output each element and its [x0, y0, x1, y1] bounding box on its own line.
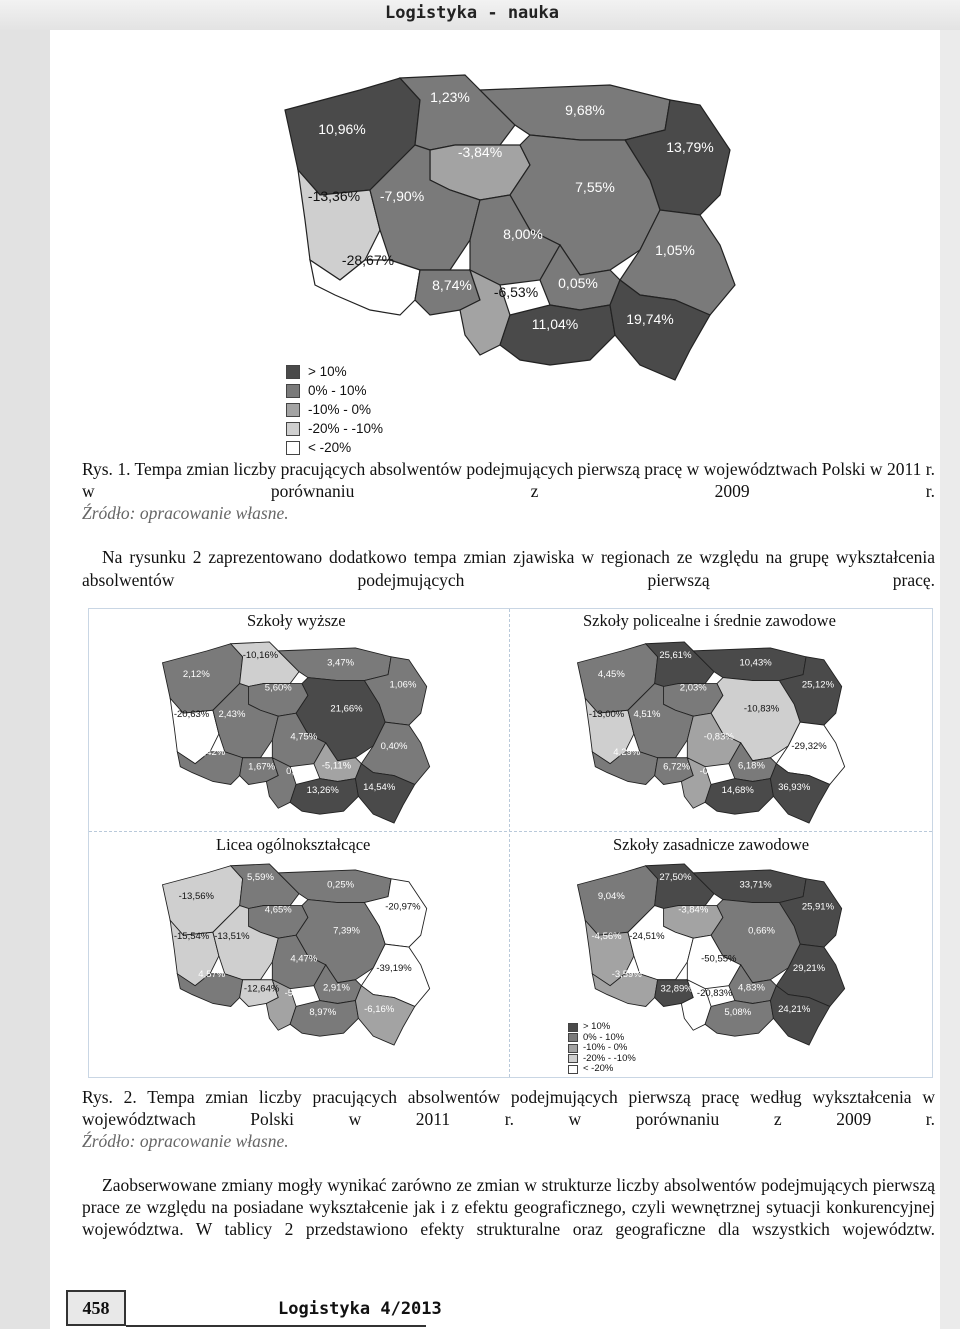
region-malopolskie	[290, 1001, 358, 1037]
panel-divider	[89, 831, 932, 833]
legend-swatch	[568, 1044, 578, 1053]
map-label: 25,91%	[801, 901, 835, 913]
paragraph-1: Na rysunku 2 zaprezentowano dodatkowo tempa zmian zjawiska w regionach ze względu na grupę wykształcenia absolwentów podejmujących pierwszą pracę.	[82, 547, 935, 590]
map-label: -12,64%	[243, 983, 280, 995]
map-label: -10,83%	[743, 703, 780, 715]
map-label: 4,29%	[613, 746, 641, 758]
map-label: 29,21%	[792, 962, 826, 974]
map-label: 3,47%	[327, 657, 355, 669]
map-label: -10,16%	[242, 650, 279, 661]
figure2-panel-grid	[88, 608, 933, 1078]
map-label: 4,75%	[290, 731, 318, 743]
map-label: 4,47%	[290, 953, 318, 965]
map-label: 4,57%	[198, 968, 226, 980]
map-label: 5,08%	[724, 1006, 752, 1018]
map-label: 0,40%	[380, 740, 408, 752]
map-label: -15,54%	[173, 930, 210, 942]
map-label: 25,61%	[659, 650, 692, 661]
legend-swatch	[286, 403, 300, 417]
mini-map-licea	[157, 861, 447, 1051]
map-label: -13,56%	[178, 891, 215, 902]
map-label: 24,21%	[778, 1003, 811, 1015]
map-label: -5,46%	[284, 987, 315, 999]
map-label: -0,47%	[699, 765, 730, 777]
map-label: 7,55%	[575, 179, 615, 195]
legend-swatch	[568, 1033, 578, 1042]
map-label: -39,19%	[376, 962, 412, 974]
map-label: 6,18%	[737, 760, 765, 772]
map-label: -3,59%	[611, 968, 642, 980]
map-label: 13,26%	[306, 784, 339, 796]
journal-issue: Logistyka 4/2013	[278, 1299, 442, 1319]
map-label: 1,23%	[430, 89, 470, 105]
map-label: 19,74%	[626, 311, 674, 327]
figure2-caption: Rys. 2. Tempa zmian liczby pracujących absolwentów podejmujących pierwszą pracę według wykształcenia w województwach Polski w 2011 r. w porównaniu z 2009 r.	[82, 1087, 935, 1129]
paragraph-2: Zaobserwowane zmiany mogły wynikać zarówno ze zmian w strukturze liczby absolwentów podejmujących pierwszą prace ze względu na posiadane wykształcenie jak i z efektu geograficznego, czyli wewnętrznej sytuacji konkurencyjnej województwa. W tablicy 2 przedstawiono efekty strukturalne oraz geograficzne dla wszystkich województw.	[82, 1175, 935, 1239]
mini-map-szkoly-wyzsze	[157, 639, 447, 829]
panel-title-policealne: Szkoły policealne i średnie zawodowe	[583, 611, 836, 630]
map-label: 33,71%	[739, 879, 772, 891]
map-label: 21,66%	[330, 703, 363, 715]
region-malopolskie	[705, 779, 773, 815]
legend-item: -20% - -10%	[568, 1054, 636, 1065]
map-label: 4,45%	[597, 669, 625, 680]
legend-swatch	[286, 365, 300, 379]
map-label: 10,43%	[739, 657, 772, 669]
panel-title-szkoly-wyzsze: Szkoły wyższe	[247, 611, 346, 630]
legend-swatch	[286, 384, 300, 398]
map-label: -20,97%	[385, 901, 421, 913]
map-label: 9,04%	[597, 891, 625, 902]
legend-swatch	[286, 441, 300, 455]
map-label: 11,04%	[531, 316, 579, 332]
map-label: 2,91%	[322, 982, 350, 994]
map-label: 13,79%	[666, 139, 714, 155]
legend-item: > 10%	[286, 362, 383, 381]
map-label: 8,00%	[503, 226, 543, 242]
map-label: 14,54%	[363, 781, 396, 793]
map-label: -28,67%	[341, 252, 395, 268]
map-label: -29,32%	[791, 740, 827, 752]
legend-item: 0% - 10%	[568, 1033, 636, 1044]
map-label: 25,12%	[801, 679, 835, 691]
map-label: 36,93%	[778, 781, 811, 793]
region-malopolskie	[500, 305, 615, 365]
map-label: -5,11%	[321, 760, 352, 772]
map-label: -6,53%	[493, 284, 539, 300]
figure2-source: Źródło: opracowanie własne.	[82, 1131, 289, 1151]
map-label: -4,56%	[591, 930, 622, 942]
legend-swatch	[568, 1023, 578, 1032]
map-label: -0,83%	[703, 731, 734, 743]
right-margin-strip	[940, 30, 960, 1329]
legend-swatch	[286, 422, 300, 436]
map-label: 5,59%	[246, 872, 274, 883]
map-label: 14,68%	[721, 784, 754, 796]
map-label: 4,83%	[737, 982, 765, 994]
map-label: 0,05%	[558, 275, 598, 291]
map-label: 5,60%	[264, 682, 292, 694]
map-label: 8,97%	[309, 1006, 337, 1018]
map-label: 10,96%	[318, 121, 366, 137]
legend-item: -10% - 0%	[286, 400, 383, 419]
footer-rule	[126, 1325, 426, 1327]
running-title: Logistyka - nauka	[385, 3, 559, 23]
map-label: 32,89%	[660, 983, 693, 995]
map-label: 4,65%	[264, 904, 292, 916]
map-label: -3,84%	[457, 144, 503, 160]
map-label: 4,51%	[633, 708, 661, 720]
map-label: 8,74%	[432, 277, 472, 293]
map-label: -24,51%	[629, 930, 665, 942]
map-label: 1,06%	[389, 679, 417, 691]
map-label: -13,00%	[588, 708, 625, 720]
map-label: -13,51%	[214, 930, 250, 942]
legend-item: -20% - -10%	[286, 419, 383, 438]
left-margin-strip	[0, 30, 50, 1329]
map-label: 1,05%	[655, 242, 695, 258]
map-label: 7,39%	[333, 925, 360, 937]
map-label: 0,46%	[286, 765, 314, 777]
map-label: -20,83%	[696, 987, 733, 999]
map-label: -20,63%	[173, 708, 210, 720]
map-label: 1,67%	[248, 761, 276, 773]
map-label: 2,12%	[182, 669, 210, 680]
legend-swatch	[568, 1054, 578, 1063]
figure2-legend	[568, 1022, 636, 1075]
map-label: 27,50%	[659, 872, 692, 883]
map-label: 6,72%	[663, 761, 691, 773]
panel-title-zasadnicze: Szkoły zasadnicze zawodowe	[613, 835, 810, 854]
panel-title-licea: Licea ogólnokształcące	[216, 835, 371, 854]
map-label: 3,42%	[198, 746, 226, 758]
map-legend	[286, 362, 383, 457]
map-label: 2,43%	[218, 708, 246, 720]
panel-divider	[509, 609, 511, 1077]
region-malopolskie	[705, 1001, 773, 1037]
header-bar	[0, 0, 960, 30]
legend-item: < -20%	[286, 438, 383, 457]
mini-map-policealne	[572, 639, 862, 829]
map-label: -6,16%	[364, 1003, 395, 1015]
map-label: -3,84%	[678, 904, 709, 916]
region-malopolskie	[290, 779, 358, 815]
legend-item: 0% - 10%	[286, 381, 383, 400]
map-label: 0,25%	[327, 879, 355, 891]
legend-swatch	[568, 1065, 578, 1074]
page-number: 458	[66, 1290, 126, 1326]
figure1-caption: Rys. 1. Tempa zmian liczby pracujących absolwentów podejmujących pierwszą pracę w województwach Polski w 2011 r. w porównaniu z 2009 r.	[82, 459, 935, 501]
map-label: 9,68%	[565, 102, 605, 118]
legend-item: < -20%	[568, 1064, 636, 1075]
figure1-source: Źródło: opracowanie własne.	[82, 503, 289, 523]
legend-item: -10% - 0%	[568, 1043, 636, 1054]
map-label: -7,90%	[379, 188, 425, 204]
map-label: -50,55%	[701, 953, 737, 965]
map-label: -13,36%	[307, 188, 361, 204]
map-label: 2,03%	[679, 682, 707, 694]
map-label: 0,66%	[748, 925, 775, 937]
legend-item: > 10%	[568, 1022, 636, 1033]
poland-voivodeship-map	[280, 70, 760, 390]
